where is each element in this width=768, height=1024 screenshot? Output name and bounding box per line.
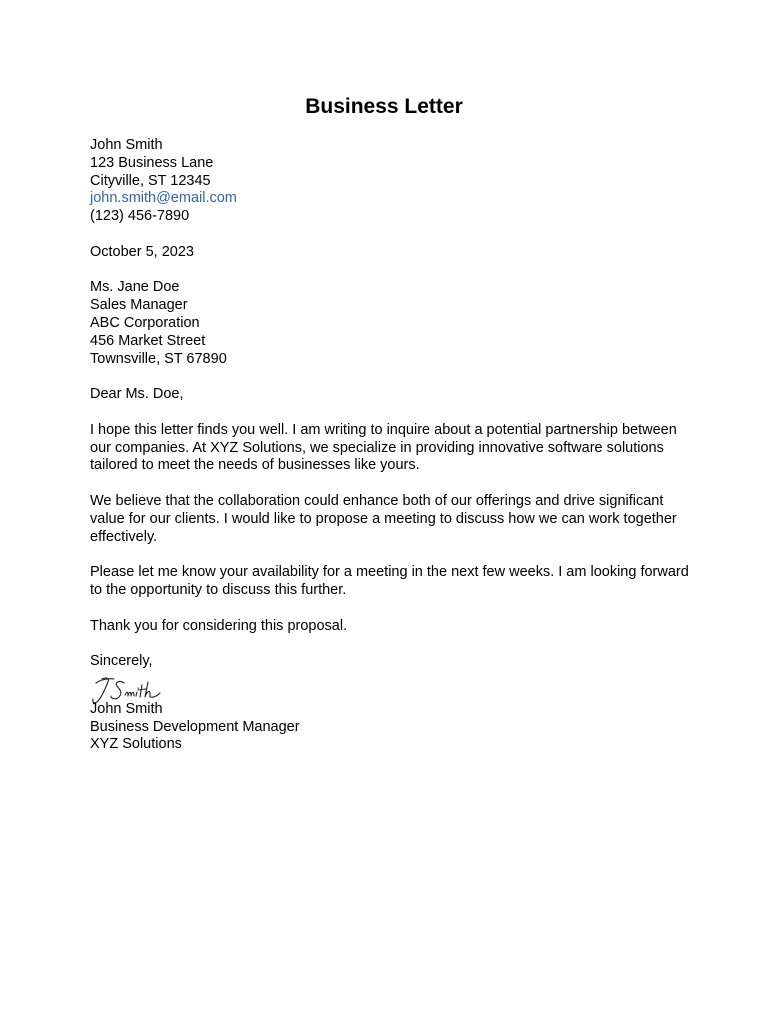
- sender-city-line: Cityville, ST 12345: [90, 172, 211, 189]
- signer-role: Business Development Manager: [90, 718, 300, 735]
- recipient-title: Sales Manager: [90, 297, 188, 314]
- body-paragraph: Please let me know your availability for a meeting in the next few weeks. I am looking forward to the opportunity to discuss this further.: [90, 564, 689, 598]
- handwritten-signature: [90, 673, 170, 707]
- letter-body: [90, 137, 690, 754]
- sender-street: 123 Business Lane: [90, 154, 214, 171]
- sender-name: John Smith: [90, 137, 163, 153]
- sender-address-block: [90, 137, 690, 226]
- sender-email-link[interactable]: john.smith@email.com: [90, 190, 237, 207]
- recipient-street: 456 Market Street: [90, 332, 206, 349]
- closing: Sincerely,: [90, 653, 153, 670]
- recipient-name: Ms. Jane Doe: [90, 279, 180, 296]
- recipient-company: ABC Corporation: [90, 314, 200, 331]
- body-paragraph: I hope this letter finds you well. I am writing to inquire about a potential partnership between our companies. At XYZ Solutions, we specialize in providing innovative software solutions tailored to meet the needs of businesses like yours.: [90, 421, 677, 474]
- body-paragraph: We believe that the collaboration could enhance both of our offerings and drive significant value for our clients. I would like to propose a meeting to discuss how we can work together effectively.: [90, 492, 677, 545]
- sender-phone: (123) 456-7890: [90, 208, 190, 225]
- signer-name: John Smith: [90, 700, 163, 717]
- body-paragraph: Thank you for considering this proposal.: [90, 617, 348, 634]
- signer-company: XYZ Solutions: [90, 736, 182, 753]
- recipient-address-block: [90, 279, 690, 368]
- recipient-city-line: Townsville, ST 67890: [90, 350, 227, 367]
- page-title: Business Letter: [305, 95, 463, 118]
- signature-block: [90, 689, 690, 754]
- salutation: Dear Ms. Doe,: [90, 386, 184, 403]
- letter-date: October 5, 2023: [90, 243, 194, 260]
